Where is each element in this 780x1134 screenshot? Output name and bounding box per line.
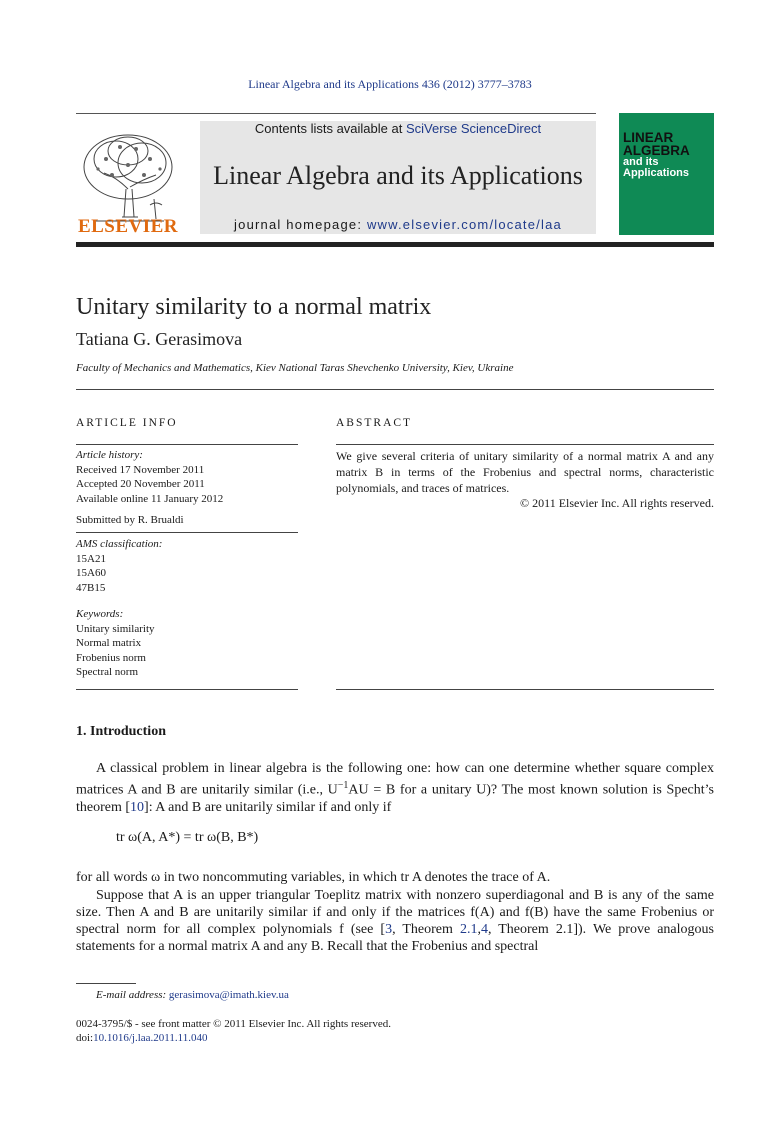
- intro-paragraph: [76, 887, 714, 955]
- footnote-divider: [76, 983, 136, 984]
- abstract-heading: ABSTRACT: [336, 417, 413, 429]
- abstract-copyright: © 2011 Elsevier Inc. All rights reserved.: [520, 496, 714, 510]
- elsevier-logo-text: ELSEVIER: [77, 216, 179, 237]
- keyword: Spectral norm: [76, 666, 139, 678]
- email-label: E-mail address:: [96, 989, 169, 1001]
- citation-link[interactable]: 3: [385, 922, 393, 937]
- author-affiliation: Faculty of Mechanics and Mathematics, Kiev National Taras Shevchenko University, Kiev, Ukraine: [76, 362, 514, 374]
- history-label: Article history:: [76, 449, 143, 461]
- contents-prefix: Contents lists available at: [254, 121, 406, 136]
- abstract-text: We give several criteria of unitary similarity of a normal matrix A and any matrix B in terms of the Frobenius and spectral norms, characteristic polynomials, and traces of matrices.: [336, 449, 714, 495]
- issn-line: 0024-3795/$ - see front matter © 2011 Elsevier Inc. All rights reserved.: [76, 1018, 391, 1030]
- keyword: Normal matrix: [76, 637, 142, 649]
- online-date: Available online 11 January 2012: [76, 492, 224, 505]
- homepage-prefix: journal homepage:: [234, 217, 367, 232]
- sciencedirect-link[interactable]: SciVerse ScienceDirect: [405, 121, 542, 136]
- citation-link[interactable]: 2.1: [459, 922, 478, 937]
- journal-homepage: [200, 217, 596, 232]
- keywords-label: Keywords:: [76, 608, 124, 620]
- info-divider: [76, 689, 298, 690]
- author-name: Tatiana G. Gerasimova: [76, 329, 243, 349]
- received-date: Received 17 November 2011: [76, 463, 205, 476]
- journal-reference[interactable]: Linear Algebra and its Applications 436 (2012) 3777–3783: [248, 77, 532, 91]
- citation-link[interactable]: 4: [480, 922, 488, 937]
- affiliation-divider: [76, 389, 714, 390]
- doi-link[interactable]: 10.1016/j.laa.2011.11.040: [93, 1032, 208, 1044]
- cover-title: LINEAR ALGEBRA: [623, 130, 690, 158]
- section-heading: 1. Introduction: [76, 724, 166, 739]
- keywords: [76, 607, 155, 680]
- abstract-divider: [336, 444, 714, 445]
- accepted-date: Accepted 20 November 2011: [76, 478, 205, 490]
- ams-code: 47B15: [76, 581, 106, 594]
- superscript: −1: [337, 780, 349, 791]
- journal-title: Linear Algebra and its Applications: [213, 161, 583, 190]
- intro-paragraph: [76, 760, 714, 816]
- contents-availability: [200, 121, 596, 136]
- ams-code: 15A21: [76, 552, 106, 565]
- cover-subtitle: and its Applications: [623, 156, 690, 179]
- article-info-heading: ARTICLE INFO: [76, 417, 178, 429]
- submitted-by: Submitted by R. Brualdi: [76, 514, 184, 526]
- article-history: [76, 448, 223, 506]
- text: , Theorem 2.1]). We prove analogous statements for a normal matrix A and any B. Recall that the Frobenius and spectral: [76, 922, 714, 954]
- keyword: Frobenius norm: [76, 651, 146, 664]
- doi-label: doi:: [76, 1032, 94, 1044]
- header-divider: [76, 113, 596, 114]
- header-bottom-bar: [76, 242, 714, 247]
- email-link[interactable]: gerasimova@imath.kiev.ua: [168, 989, 289, 1001]
- text: A classical problem in linear algebra is the following one: how can one determine whether square complex matrices A and B are unitarily similar (i.e., U: [76, 761, 714, 798]
- info-divider: [76, 444, 298, 445]
- doi-line: [76, 1032, 208, 1044]
- text: Suppose that A is an upper triangular Toeplitz matrix with nonzero superdiagonal and B is any of the same size. Then A and B are unitarily similar if and only if the matrices f(A) and f(B) have the same Frobenius or spectral norm for all complex polynomials f (see [: [76, 888, 714, 937]
- equation: tr ω(A, A*) = tr ω(B, B*): [116, 830, 259, 845]
- article-title: Unitary similarity to a normal matrix: [76, 294, 432, 320]
- abstract-divider: [336, 689, 714, 690]
- citation-link[interactable]: 10: [130, 799, 145, 815]
- text: ]: A and B are unitarily similar if and only if: [144, 799, 392, 815]
- author-email: [96, 989, 289, 1001]
- keyword: Unitary similarity: [76, 622, 155, 635]
- text: , Theorem: [392, 922, 460, 937]
- text: AU = B for a unitary U)? The most known solution is Specht’s theorem [: [76, 782, 714, 815]
- homepage-link[interactable]: www.elsevier.com/locate/laa: [366, 217, 562, 232]
- ams-classification: [76, 537, 162, 595]
- ams-code: 15A60: [76, 567, 106, 579]
- text: ,: [477, 922, 481, 937]
- ams-label: AMS classification:: [76, 538, 163, 550]
- intro-paragraph: for all words ω in two noncommuting variables, in which tr A denotes the trace of A.: [76, 870, 551, 885]
- info-divider: [76, 532, 298, 533]
